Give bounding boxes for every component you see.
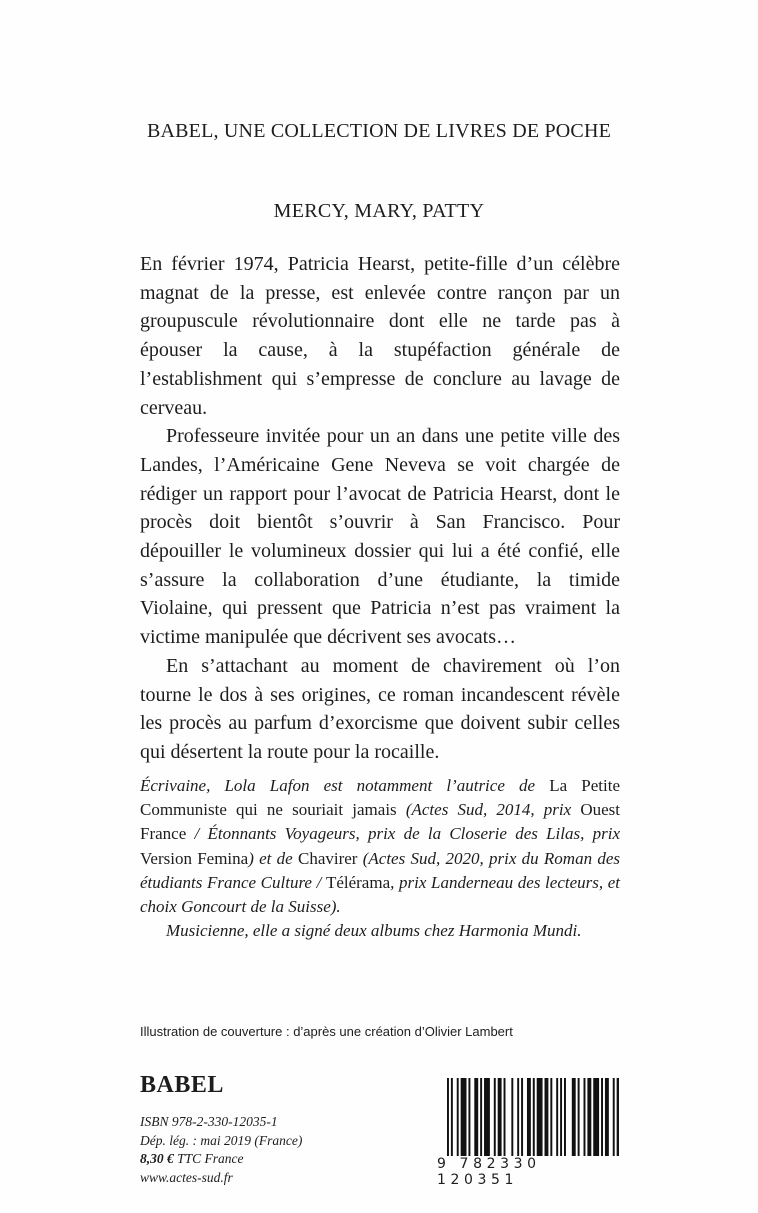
author-bio-paragraph-1: Écrivaine, Lola Lafon est notamment l’autrice de La Petite Communiste qui ne souriait jamais (Actes Sud, 2014, prix Ouest France / Étonnants Voyageurs, prix de la Closerie des Lilas, prix Version Femina) et de Chavirer (Actes Sud, 2020, prix du Roman des étudiants France Culture / Télérama, prix Landerneau des lecteurs, et choix Goncourt de la Suisse).: [140, 776, 621, 917]
cover-credit: Illustration de couverture : d’après une création d’Olivier Lambert: [140, 1024, 513, 1039]
blurb-paragraph-1: En février 1974, Patricia Hearst, petite-fille d’un célèbre magnat de la presse, est enlevée contre rançon par un groupuscule révolutionnaire dont elle ne tarde pas à épouser la cause, à la stupéfaction générale de l’establishment qui s’empresse de conclure au lavage de cerveau.: [140, 253, 620, 419]
blurb-paragraph-2: Professeure invitée pour un an dans une petite ville des Landes, l’Américaine Gene Neveva se voit chargée de rédiger un rapport pour l’avocat de Patricia Hearst, dont le procès doit bientôt s’ouvrir à San Francisco. Pour dépouiller le volumineux dossier qui lui a été confié, elle s’assure la collaboration d’une étudiante, la timide Violaine, qui pressent que Patricia n’est pas vraiment la victime manipulée que décrivent ses avocats…: [140, 425, 620, 649]
price: 8,30 € TTC France: [140, 1151, 244, 1166]
author-bio: [140, 774, 620, 943]
imprint-block: [140, 1113, 302, 1187]
author-bio-paragraph-2: Musicienne, elle a signé deux albums chez Harmonia Mundi.: [166, 921, 582, 941]
publisher-logo: BABEL: [140, 1072, 224, 1098]
isbn: ISBN 978-2-330-12035-1: [140, 1114, 278, 1129]
website: www.actes-sud.fr: [140, 1169, 233, 1185]
bio-book-title-2: Chavirer: [297, 848, 358, 868]
legal-deposit: Dép. lég. : mai 2019 (France): [140, 1132, 303, 1148]
barcode-digits: 9 782330 120351: [437, 1156, 623, 1188]
blurb: [140, 250, 620, 767]
bio-book-title-1: La Petite Communiste qui ne souriait jamais: [140, 776, 620, 820]
blurb-paragraph-3: En s’attachant au moment de chavirement où l’on tourne le dos à ses origines, ce roman incandescent révèle les procès au parfum d’exorcisme que doivent subir celles qui désertent la route pour la rocaille.: [140, 654, 620, 763]
book-title: MERCY, MARY, PATTY: [273, 200, 485, 222]
collection-line: BABEL, UNE COLLECTION DE LIVRES DE POCHE: [146, 120, 612, 142]
